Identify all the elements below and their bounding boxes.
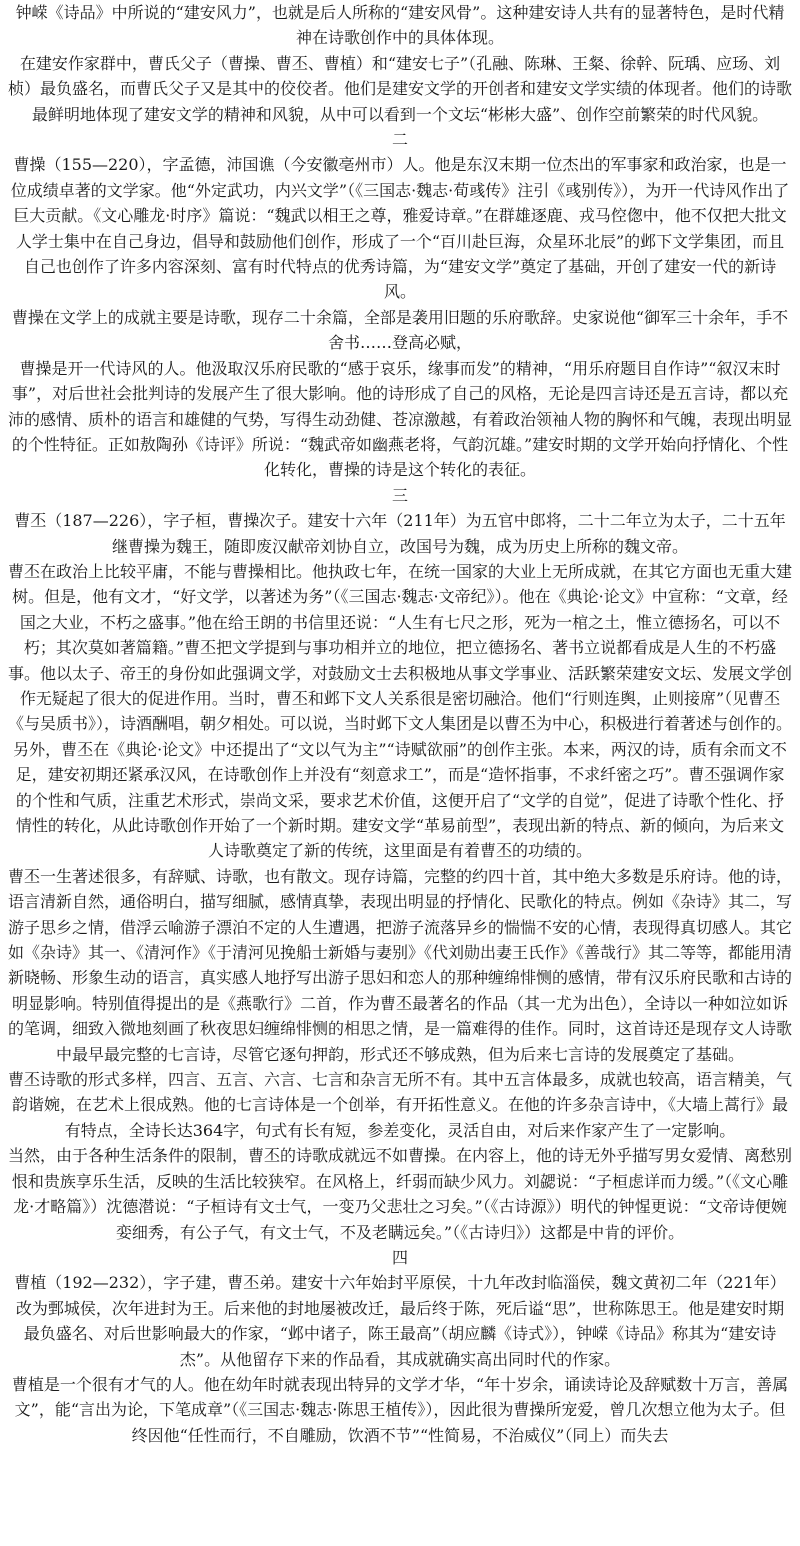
paragraph: 曹操是开一代诗风的人。他汲取汉乐府民歌的“感于哀乐，缘事而发”的精神，“用乐府题目自作诗”“叙汉末时事”，对后世社会批判诗的发展产生了很大影响。他的诗形成了自己的风格，无论是四言诗还是五言诗，都以充沛的感情、质朴的语言和雄健的气势，写得生动劲健、苍凉激越，有着政治领袖人物的胸怀和气魄，表现出明显的个性特征。正如敖陶孙《诗评》所说：“魏武帝如幽燕老将，气韵沉雄。”建安时期的文学开始向抒情化、个性化转化，曹操的诗是这个转化的表征。: [8, 358, 793, 480]
paragraph: 钟嵘《诗品》中所说的“建安风力”，也就是后人所称的“建安风骨”。这种建安诗人共有的显著特色，是时代精神在诗歌创作中的具体体现。: [15, 3, 785, 48]
paragraph: 曹丕（187—226），字子桓，曹操次子。建安十六年（211年）为五官中郎将，二十二年立为太子，二十五年继曹操为魏王，随即废汉献帝刘协自立，改国号为魏，成为历史上所称的魏文帝。: [14, 511, 786, 556]
paragraph: 曹操（155—220），字孟德，沛国谯（今安徽亳州市）人。他是东汉末期一位杰出的军事家和政治家，也是一位成绩卓著的文学家。他“外定武功，内兴文学”（《三国志·魏志·荀彧传》注引《彧别传》），为开一代诗风作出了巨大贡献。《文心雕龙·时序》篇说：“魏武以相王之尊，雅爱诗章。”在群雄逐鹿、戎马倥偬中，他不仅把大批文人学士集中在自己身边，倡导和鼓励他们创作，形成了一个“百川赴巨海，众星环北辰”的邺下文学集团，而且自己也创作了许多内容深刻、富有时代特点的优秀诗篇，为“建安文学”奠定了基础，开创了建安一代的新诗风。: [10, 155, 790, 302]
paragraph: 在建安作家群中，曹氏父子（曹操、曹丕、曹植）和“建安七子”（孔融、陈琳、王粲、徐幹、阮瑀、应玚、刘桢）最负盛名，而曹氏父子又是其中的佼佼者。他们是建安文学的开创者和建安文学实绩的体现者。他们的诗歌最鲜明地体现了建安文学的精神和风貌，从中可以看到一个文坛“彬彬大盛”、创作空前繁荣的时代风貌。: [8, 53, 793, 124]
paragraph: 当然，由于各种生活条件的限制，曹丕的诗歌成就远不如曹操。在内容上，他的诗无外乎描写男女爱情、离愁别恨和贵族享乐生活，反映的生活比较狭窄。在风格上，纤弱而缺少风力。刘勰说：“子桓虑详而力缓。”（《文心雕龙·才略篇》）沈德潜说：“子桓诗有文士气，一变乃父悲壮之习矣。”（《古诗源》）明代的钟惺更说：“文帝诗便婉娈细秀，有公子气，有文士气，不及老瞒远矣。”（《古诗归》）这都是中肯的评价。: [8, 1146, 793, 1242]
section-number: 二: [391, 130, 408, 150]
paragraph: 曹植（192—232），字子建，曹丕弟。建安十六年始封平原侯，十九年改封临淄侯，魏文黄初二年（221年）改为鄄城侯，次年进封为王。后来他的封地屡被改迁，最后终于陈，死后谥“思”，世称陈思王。他是建安时期最负盛名、对后世影响最大的作家，“邺中诸子，陈王最高”（胡应麟《诗式》），钟嵘《诗品》称其为“建安诗杰”。从他留存下来的作品看，其成就确实高出同时代的作家。: [14, 1273, 786, 1369]
paragraph: 曹丕一生著述很多，有辞赋、诗歌，也有散文。现存诗篇，完整的约四十首，其中绝大多数是乐府诗。他的诗，语言清新自然，通俗明白，描写细腻，感情真挚，表现出明显的抒情化、民歌化的特点。例如《杂诗》其二，写游子思乡之情，借浮云喻游子漂泊不定的人生遭遇，把游子流落异乡的惴惴不安的心情，表现得真切感人。其它如《杂诗》其一、《清河作》《于清河见挽船士新婚与妻别》《代刘勋出妻王氏作》《善哉行》其二等等，都能用清新晓畅、形象生动的语言，真实感人地抒写出游子思妇和恋人的那种缠绵悱恻的感情，带有汉乐府民歌和古诗的明显影响。特别值得提出的是《燕歌行》二首，作为曹丕最著名的作品（其一尤为出色），全诗以一种如泣如诉的笔调，细致入微地刻画了秋夜思妇缠绵悱恻的相思之情，是一篇难得的佳作。同时，这首诗还是现存文人诗歌中最早最完整的七言诗，尽管它逐句押韵，形式还不够成熟，但为后来七言诗的发展奠定了基础。: [8, 866, 793, 1064]
paragraph: 曹植是一个很有才气的人。他在幼年时就表现出特异的文学才华，“年十岁余，诵读诗论及辞赋数十万言，善属文”，能“言出为论，下笔成章”（《三国志·魏志·陈思王植传》），因此很为曹操所宠爱，曾几次想立他为太子。但终因他“任性而行，不自雕励，饮酒不节”“性简易，不治威仪”（同上）而失去: [11, 1374, 789, 1445]
paragraph: 另外，曹丕在《典论·论文》中还提出了“文以气为主”“诗赋欲丽”的创作主张。本来，两汉的诗，质有余而文不足，建安初期还紧承汉风，在诗歌创作上并没有“刻意求工”，而是“造怀指事，不求纤密之巧”。曹丕强调作家的个性和气质，注重艺术形式，崇尚文采，要求艺术价值，这便开启了“文学的自觉”，促进了诗歌个性化、抒情性的转化，从此诗歌创作开始了一个新时期。建安文学“革易前型”，表现出新的特点、新的倾向，为后来文人诗歌奠定了新的传统，这里面是有着曹丕的功绩的。: [13, 739, 787, 861]
paragraph: 曹丕在政治上比较平庸，不能与曹操相比。他执政七年，在统一国家的大业上无所成就，在其它方面也无重大建树。但是，他有文才，“好文学，以著述为务”（《三国志·魏志·文帝纪》）。他在《典论·论文》中宣称：“文章，经国之大业，不朽之盛事。”他在给王朗的书信里还说：“人生有七尺之形，死为一棺之土，惟立德扬名，可以不朽；其次莫如著篇籍。”曹丕把文学提到与事功相并立的地位，把立德扬名、著书立说都看成是人生的不朽盛事。他以太子、帝王的身份如此强调文学，对鼓励文士去积极地从事文学事业、活跃繁荣建安文坛、发展文学创作无疑起了很大的促进作用。当时，曹丕和邺下文人关系很是密切融洽。他们“行则连舆，止则接席”（见曹丕《与吴质书》），诗酒酬唱，朝夕相处。可以说，当时邺下文人集团是以曹丕为中心，积极进行着著述与创作的。: [8, 561, 793, 734]
paragraph: 曹丕诗歌的形式多样，四言、五言、六言、七言和杂言无所不有。其中五言体最多，成就也较高，语言精美，气韵谐婉，在艺术上很成熟。他的七言诗体是一个创举，有开拓性意义。在他的许多杂言诗中，《大墙上蒿行》最有特点，全诗长达364字，句式有长有短，参差变化，灵活自由，对后来作家产生了一定影响。: [8, 1070, 793, 1140]
section-number: 三: [391, 485, 408, 505]
paragraph: 曹操在文学上的成就主要是诗歌，现存二十余篇，全部是袭用旧题的乐府歌辞。史家说他“御军三十余年，手不舍书……登高必赋，: [11, 307, 789, 353]
section-number: 四: [391, 1247, 408, 1267]
